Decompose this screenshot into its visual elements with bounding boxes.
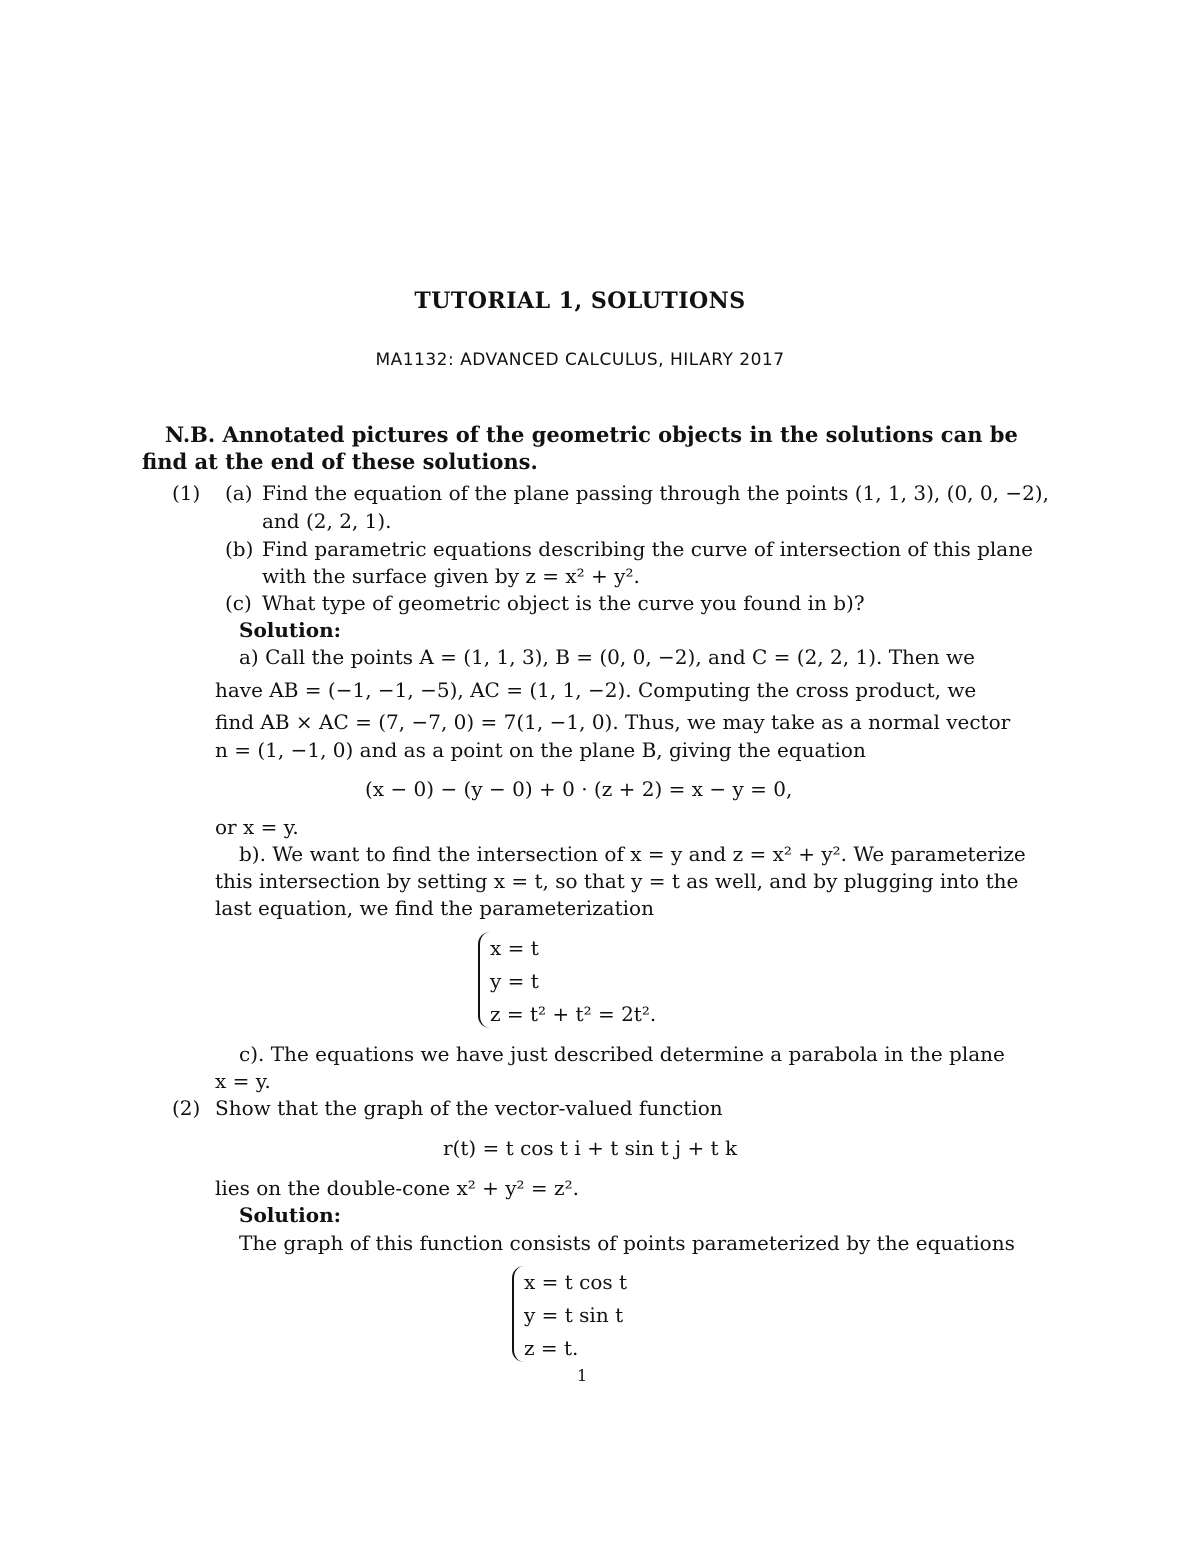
problem-1a-label: (a): [225, 481, 253, 505]
system-1-eq-2: y = t: [490, 969, 539, 993]
problem-2-number: (2): [172, 1096, 201, 1120]
problem-1b-text-2: with the surface given by z = x² + y².: [262, 564, 640, 588]
solution-1a-line-2: have AB = (−1, −1, −5), AC = (1, 1, −2). Computing the cross product, we: [215, 678, 977, 702]
solution-1a-line-3: find AB × AC = (7, −7, 0) = 7(1, −1, 0). Thus, we may take as a normal vector: [215, 710, 1011, 734]
problem-1-number: (1): [172, 481, 201, 505]
nb-note-line-1: N.B. Annotated pictures of the geometric objects in the solutions can be: [165, 422, 1018, 447]
solution-1b-line-3: last equation, we find the parameterization: [215, 896, 654, 920]
page-number: 1: [577, 1366, 588, 1385]
system-2-eq-2: y = t sin t: [524, 1303, 624, 1327]
problem-1c-text-1: What type of geometric object is the curve you found in b)?: [262, 591, 865, 615]
vector-function-equation: r(t) = t cos t i + t sin t j + t k: [443, 1136, 738, 1160]
problem-2-text-2: lies on the double-cone x² + y² = z².: [215, 1176, 579, 1200]
problem-1a-text-2: and (2, 2, 1).: [262, 509, 392, 533]
solution-1c-line-1: c). The equations we have just described determine a parabola in the plane: [239, 1042, 1005, 1066]
problem-1c-label: (c): [225, 591, 252, 615]
solution-1b-line-2: this intersection by setting x = t, so that y = t as well, and by plugging into the: [215, 869, 1019, 893]
solution-1-label: Solution:: [239, 618, 342, 642]
solution-1c-line-2: x = y.: [215, 1069, 271, 1093]
solution-1a-line-5: or x = y.: [215, 815, 299, 839]
solution-1a-line-1: a) Call the points A = (1, 1, 3), B = (0, 0, −2), and C = (2, 2, 1). Then we: [239, 645, 975, 669]
solution-1a-line-4: n = (1, −1, 0) and as a point on the plane B, giving the equation: [215, 738, 866, 762]
plane-equation: (x − 0) − (y − 0) + 0 · (z + 2) = x − y = 0,: [365, 777, 793, 801]
solution-2-label: Solution:: [239, 1203, 342, 1227]
problem-1a-text-1: Find the equation of the plane passing through the points (1, 1, 3), (0, 0, −2),: [262, 481, 1049, 505]
solution-1b-line-1: b). We want to find the intersection of x = y and z = x² + y². We parameterize: [239, 842, 1026, 866]
problem-1b-text-1: Find parametric equations describing the curve of intersection of this plane: [262, 537, 1033, 561]
problem-2-text-1: Show that the graph of the vector-valued function: [215, 1096, 723, 1120]
system-1-eq-1: x = t: [490, 936, 539, 960]
system-1-brace: [478, 932, 490, 1028]
course-subtitle: MA1132: ADVANCED CALCULUS, HILARY 2017: [375, 350, 785, 370]
system-2-eq-3: z = t.: [524, 1336, 579, 1360]
problem-1b-label: (b): [225, 537, 254, 561]
solution-2-line-1: The graph of this function consists of points parameterized by the equations: [239, 1231, 1015, 1255]
nb-note-line-2: find at the end of these solutions.: [142, 449, 538, 474]
system-1-eq-3: z = t² + t² = 2t².: [490, 1002, 657, 1026]
page-title: TUTORIAL 1, SOLUTIONS: [414, 288, 746, 314]
system-2-eq-1: x = t cos t: [524, 1270, 628, 1294]
system-2-brace: [512, 1266, 524, 1362]
